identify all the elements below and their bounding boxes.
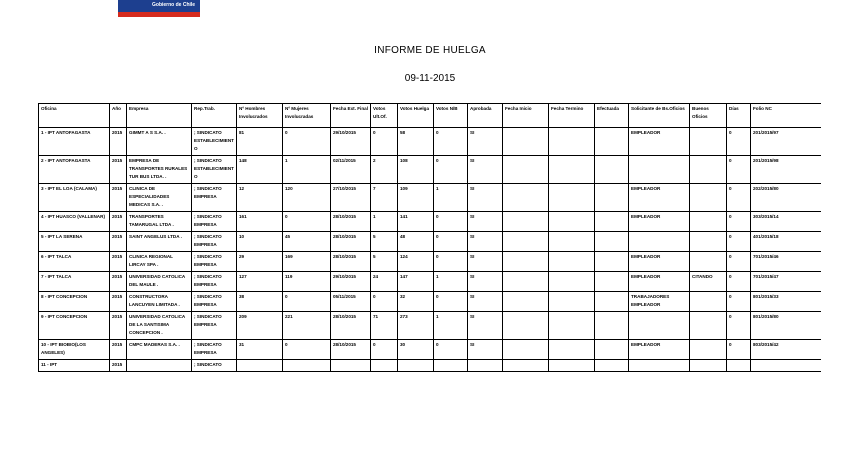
table-row [39,184,822,212]
table-cell: 141 [398,212,434,232]
table-cell [503,360,549,372]
table-cell [503,272,549,292]
table-cell: EMPLEADOR [629,184,690,212]
table-cell: 2015 [110,312,127,340]
table-cell [690,340,727,360]
table-cell: 109 [398,184,434,212]
table-cell [503,312,549,340]
table-cell: SI [468,184,503,212]
column-header: Solicitante de Bs.Oficios [629,104,690,128]
table-cell: 5 [371,232,398,252]
table-cell: 801/2015/80 [751,312,822,340]
table-cell: 1 [371,212,398,232]
table-cell: 0 [434,212,468,232]
table-cell: 1 [434,312,468,340]
table-cell: 0 [727,184,751,212]
table-cell [595,340,629,360]
table-cell: 27/10/2015 [331,184,371,212]
table-cell: CONSTRUCTORA LANCUYEN LIMITADA . [127,292,192,312]
table-cell [549,360,595,372]
table-cell: 3 - IPT EL LOA (CALAMA) [39,184,110,212]
table-cell [629,360,690,372]
table-row [39,252,822,272]
column-header: Rep.Trab. [192,104,237,128]
table-cell: 71 [371,312,398,340]
table-cell: 1 [434,184,468,212]
table-cell [549,272,595,292]
table-cell [595,252,629,272]
table-cell: 801/2015/33 [751,292,822,312]
table-cell: 28/10/2015 [331,312,371,340]
column-header: Fecha Inicio [503,104,549,128]
table-cell: 0 [283,292,331,312]
table-cell: SI [468,312,503,340]
table-cell: 2015 [110,360,127,372]
table-cell: 201/2015/98 [751,156,822,184]
table-cell: ; SINDICATO EMPRESA [192,252,237,272]
table-cell: 29 [237,252,283,272]
gobierno-logo [118,0,200,17]
table-cell: 1 [283,156,331,184]
table-cell: 6 - IPT TALCA [39,252,110,272]
table-cell: ; SINDICATO EMPRESA [192,272,237,292]
column-header: Año [110,104,127,128]
table-cell: 11 - IPT [39,360,110,372]
table-cell: 81 [237,128,283,156]
table-cell [595,128,629,156]
table-cell: 12 [237,184,283,212]
table-cell: 0 [371,340,398,360]
column-header: Votos Huelga [398,104,434,128]
table-cell: 9 - IPT CONCEPCION [39,312,110,340]
table-cell: SI [468,272,503,292]
table-cell: 28/10/2015 [331,340,371,360]
table-cell: 1 - IPT ANTOFAGASTA [39,128,110,156]
table-cell: 2015 [110,340,127,360]
table-cell: ; SINDICATO EMPRESA [192,184,237,212]
table-cell: 221 [283,312,331,340]
column-header: Efectuada [595,104,629,128]
table-cell [549,184,595,212]
table-cell [690,292,727,312]
column-header: Fecha Ext. Final [331,104,371,128]
table-cell [751,360,822,372]
table-cell: SI [468,232,503,252]
report-date: 09-11-2015 [404,73,456,84]
table-cell: 0 [727,156,751,184]
column-header: Días [727,104,751,128]
table-cell: 148 [237,156,283,184]
table-cell: EMPRESA DE TRANSPORTES RURALES TUR BUS LTDA. . [127,156,192,184]
table-cell: 0 [727,292,751,312]
column-header: Nº Hombres Involucrados [237,104,283,128]
table-cell: 0 [727,232,751,252]
table-cell: 2015 [110,252,127,272]
table-cell: 2015 [110,292,127,312]
table-cell: 5 [371,252,398,272]
table-cell [549,292,595,312]
report-title: INFORME DE HUELGA [374,45,486,56]
table-cell [549,128,595,156]
table-cell: ; SINDICATO ESTABLECIMIENTO [192,128,237,156]
table-cell: 7 - IPT TALCA [39,272,110,292]
table-cell [595,232,629,252]
table-cell: 2015 [110,128,127,156]
table-cell: 0 [727,212,751,232]
table-cell: 30 [398,340,434,360]
table-cell [549,312,595,340]
table-cell: ; SINDICATO [192,360,237,372]
table-cell: 124 [398,252,434,272]
table-cell [595,312,629,340]
column-header: Fecha Termino [549,104,595,128]
table-cell: 0 [727,312,751,340]
table-row [39,232,822,252]
table-cell: 2015 [110,232,127,252]
table-cell: GIMMT A S S.A. . [127,128,192,156]
table-cell [549,212,595,232]
table-cell [595,212,629,232]
table-cell: 108 [398,156,434,184]
table-cell: TRANSPORTES TAMARUGAL LTDA . [127,212,192,232]
table-cell: ; SINDICATO EMPRESA [192,212,237,232]
table-cell: 0 [283,128,331,156]
table-cell: CITANDO [690,272,727,292]
table-cell: SI [468,156,503,184]
table-cell [629,156,690,184]
column-header: Aprobada [468,104,503,128]
table-cell: EMPLEADOR [629,128,690,156]
table-cell: 201/2015/97 [751,128,822,156]
table-cell: TRABAJADORES EMPLEADOR [629,292,690,312]
table-cell [629,232,690,252]
table-cell [595,156,629,184]
table-cell: ; SINDICATO EMPRESA [192,340,237,360]
table-cell: 2015 [110,212,127,232]
table-cell [283,360,331,372]
table-cell [690,360,727,372]
table-cell [690,252,727,272]
table-cell [595,292,629,312]
table-cell: 803/2015/42 [751,340,822,360]
table-cell: 127 [237,272,283,292]
table-cell: ; SINDICATO ESTABLECIMIENTO [192,156,237,184]
table-cell: 2015 [110,272,127,292]
table-cell: EMPLEADOR [629,340,690,360]
table-row [39,340,822,360]
table-row [39,272,822,292]
table-cell: 701/2015/47 [751,272,822,292]
table-cell: UNIVERSIDAD CATOLICA DEL MAULE . [127,272,192,292]
table-cell: 32 [398,292,434,312]
table-cell [331,360,371,372]
table-cell: 7 [371,184,398,212]
column-header: Nº Mujeres Involucradas [283,104,331,128]
table-cell: 701/2015/46 [751,252,822,272]
table-row [39,292,822,312]
table-cell [727,360,751,372]
table-row [39,360,822,372]
table-row [39,312,822,340]
table-cell: 0 [727,272,751,292]
table-row [39,128,822,156]
table-cell [690,156,727,184]
table-cell: 31 [237,340,283,360]
table-cell: 0 [727,128,751,156]
table-cell [595,360,629,372]
table-cell: UNIVERSIDAD CATOLICA DE LA SANTISIMA CONCEPCION . [127,312,192,340]
table-cell [595,184,629,212]
table-cell: 0 [283,340,331,360]
strike-report-table-container [38,103,821,450]
table-cell: 28/10/2015 [331,232,371,252]
table-cell: 48 [398,232,434,252]
strike-report-table [38,103,821,372]
column-header: Folio NC [751,104,822,128]
table-cell: 401/2015/18 [751,232,822,252]
table-cell: 161 [237,212,283,232]
table-cell: 119 [283,272,331,292]
table-cell: 120 [283,184,331,212]
table-cell: 28/10/2015 [331,212,371,232]
table-cell: ; SINDICATO EMPRESA [192,312,237,340]
table-cell: 0 [727,340,751,360]
table-cell [503,252,549,272]
table-cell: ; SINDICATO EMPRESA [192,232,237,252]
table-cell [127,360,192,372]
table-cell [503,232,549,252]
table-cell: ; SINDICATO EMPRESA [192,292,237,312]
table-cell: 273 [398,312,434,340]
column-header: Buenos Oficios [690,104,727,128]
table-cell: 147 [398,272,434,292]
table-cell [549,340,595,360]
table-cell: 2 - IPT ANTOFAGASTA [39,156,110,184]
table-cell: 29/10/2015 [331,128,371,156]
table-cell [549,252,595,272]
column-header: Empresa [127,104,192,128]
table-cell: 45 [283,232,331,252]
table-cell: 2 [371,156,398,184]
table-cell: 0 [434,292,468,312]
column-header: Oficina [39,104,110,128]
table-cell: SI [468,292,503,312]
table-cell: 0 [434,156,468,184]
table-cell [690,184,727,212]
table-cell: 0 [434,128,468,156]
table-cell: SAINT ANGELUS LTDA . [127,232,192,252]
table-cell: CMPC MADERAS S.A. . [127,340,192,360]
table-cell: 05/11/2015 [331,292,371,312]
table-cell [690,312,727,340]
table-cell: 202/2015/80 [751,184,822,212]
table-cell: EMPLEADOR [629,272,690,292]
table-cell: 0 [371,128,398,156]
table-cell: 0 [283,212,331,232]
table-cell: 209 [237,312,283,340]
table-cell [629,312,690,340]
column-header: Votos Ult.Of. [371,104,398,128]
table-cell: 0 [371,292,398,312]
table-row [39,156,822,184]
table-cell: 10 - IPT BIOBIO(LOS ANGELES) [39,340,110,360]
table-cell: CLINICA DE ESPECIALIDADES MEDICAS S.A. . [127,184,192,212]
table-cell [595,272,629,292]
table-cell [503,292,549,312]
table-header-row [39,104,822,128]
table-cell: 2015 [110,184,127,212]
column-header: Votos N/B [434,104,468,128]
table-cell [434,360,468,372]
table-cell: 0 [434,252,468,272]
table-cell [503,156,549,184]
table-cell [690,128,727,156]
logo-text: Gobierno de Chile [152,2,196,8]
table-cell: SI [468,128,503,156]
table-cell [549,232,595,252]
table-cell: SI [468,340,503,360]
table-cell: CLINICA REGIONAL LIRCAY SPA . [127,252,192,272]
table-cell: SI [468,252,503,272]
table-cell [398,360,434,372]
table-cell: 0 [434,232,468,252]
table-cell: 38 [237,292,283,312]
table-cell: 29/10/2015 [331,272,371,292]
table-cell: 24 [371,272,398,292]
table-cell: 2015 [110,156,127,184]
table-row [39,212,822,232]
table-cell: EMPLEADOR [629,212,690,232]
table-cell [468,360,503,372]
table-cell: 58 [398,128,434,156]
table-cell [371,360,398,372]
table-cell: 02/11/2015 [331,156,371,184]
table-cell: EMPLEADOR [629,252,690,272]
table-cell [690,232,727,252]
table-cell: 5 - IPT LA SERENA [39,232,110,252]
table-cell: 169 [283,252,331,272]
table-cell: 0 [434,340,468,360]
table-cell: 10 [237,232,283,252]
table-cell [503,340,549,360]
table-cell: 0 [727,252,751,272]
table-cell: 8 - IPT CONCEPCION [39,292,110,312]
table-cell [503,212,549,232]
table-cell: 28/10/2015 [331,252,371,272]
table-cell [237,360,283,372]
table-cell [503,184,549,212]
table-cell: 4 - IPT HUASCO (VALLENAR) [39,212,110,232]
table-cell [503,128,549,156]
table-cell [690,212,727,232]
table-cell [549,156,595,184]
table-cell: 303/2015/14 [751,212,822,232]
table-cell: SI [468,212,503,232]
logo-red-band [118,12,200,17]
table-cell: 1 [434,272,468,292]
